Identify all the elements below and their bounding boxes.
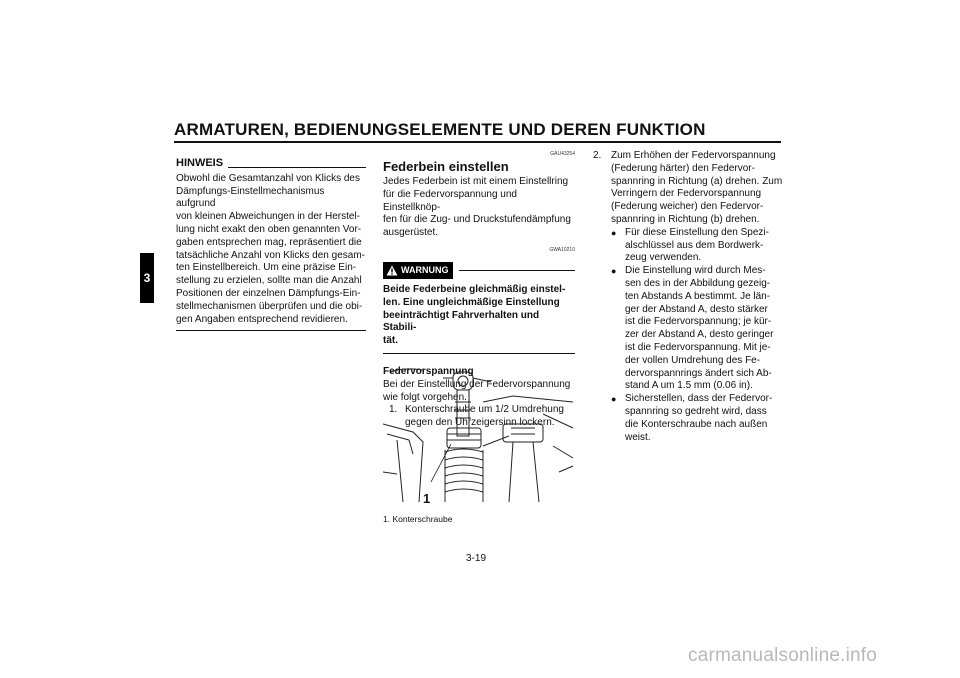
page-number: 3-19 — [466, 553, 487, 564]
bullet-dot-icon: ● — [611, 227, 617, 238]
chapter-tab: 3 — [140, 253, 154, 303]
bullet-text: Die Einstellung wird durch Mes- sen des in der Abbildung gezeig- ten Abstands A bestimmt. Je län- ger der Abstand A, desto stärker ist die Federvorspannung; je kür- zer der Abstand A, desto geringer ist die Federvorspannung. Mit je- der vollen Umdrehung des Fe- dervorspannrings ändert sich Ab- stand A um 1.5 mm (0.06 in). — [625, 265, 774, 392]
hinweis-title: HINWEIS — [176, 157, 224, 169]
callout-number: 1 — [423, 491, 431, 506]
hinweis-text: Obwohl die Gesamtanzahl von Klicks des Dämpfungs-Einstellmechanismus aufgrund von kleinen Abweichungen in der Herstel- lung nicht exakt den oben genannten Vor- gaben entsprechen mag, repräsentiert die tatsächliche Anzahl von Klicks den gesam- ten Einstellbereich. Um eine präzise Ein- stellung zu erzielen, sollte man die Anzahl Positionen der einzelnen Dämpfungs-Ein- stellmechanismen überprüfen und die obi- gen Angaben entsprechend revidieren. — [176, 172, 365, 325]
hinweis-rule — [228, 167, 366, 168]
bullet-dot-icon: ● — [611, 394, 617, 405]
column-hinweis — [176, 157, 366, 331]
bullet-item — [611, 265, 785, 393]
watermark: carmanualsonline.info — [688, 645, 878, 666]
shock-absorber-illustration — [383, 362, 575, 510]
warning-label: WARNUNG — [401, 265, 449, 276]
section-title: Federbein einstellen — [383, 159, 509, 174]
page-header-title: ARMATUREN, BEDIENUNGSELEMENTE UND DEREN FUNKTION — [174, 120, 706, 139]
bullet-text: Für diese Einstellung den Spezi- alschlüssel aus dem Bordwerk- zeug verwenden. — [625, 226, 769, 264]
warning-triangle-icon — [386, 265, 398, 276]
warning-badge — [383, 262, 453, 279]
hinweis-end-rule — [176, 330, 366, 331]
warning-heading — [383, 262, 575, 279]
step-number: 1. — [389, 404, 398, 416]
sub-intro: Bei der Einstellung der Federvorspannung wie folgt vorgehen. — [383, 378, 571, 403]
bullet-item — [611, 393, 785, 444]
warning-code: GWA10210 — [549, 246, 575, 253]
warning-rule — [459, 270, 576, 271]
step-text: Konterschraube um 1/2 Umdrehung gegen den Uhrzeigersinn lockern. — [405, 404, 564, 429]
bullet-text: Sicherstellen, dass der Federvor- spannring so gedreht wird, dass die Konterschraube nach außen weist. — [625, 393, 773, 443]
bullet-item — [611, 227, 785, 265]
warning-text: Beide Federbeine gleichmäßig einstel- len. Eine ungleichmäßige Einstellung beeinträchtigt Fahrverhalten und Stabili- tät. — [383, 283, 566, 347]
hinweis-heading — [176, 157, 366, 170]
section-intro: Jedes Federbein ist mit einem Einstellring für die Federvorspannung und Einstellknöp- fen für die Zug- und Druckstufendämpfung ausgerüstet. — [383, 176, 571, 239]
header-rule — [174, 141, 781, 143]
column-steps — [593, 150, 785, 444]
bullet-dot-icon: ● — [611, 266, 617, 277]
warning-end-rule — [383, 353, 575, 354]
step-2 — [593, 150, 785, 227]
step-text: Zum Erhöhen der Federvorspannung (Federung härter) den Federvor- spannring in Richtung (a) drehen. Zum Verringern der Federvorspannung (Federung weicher) den Federvor- spannring in Richtung (b) drehen. — [611, 150, 783, 225]
subheading-federvorspannung: Federvorspannung — [383, 365, 474, 377]
figure-caption: 1. Konterschraube — [383, 514, 453, 524]
step-number: 2. — [593, 150, 602, 161]
section-code: GAU43254 — [550, 151, 575, 157]
